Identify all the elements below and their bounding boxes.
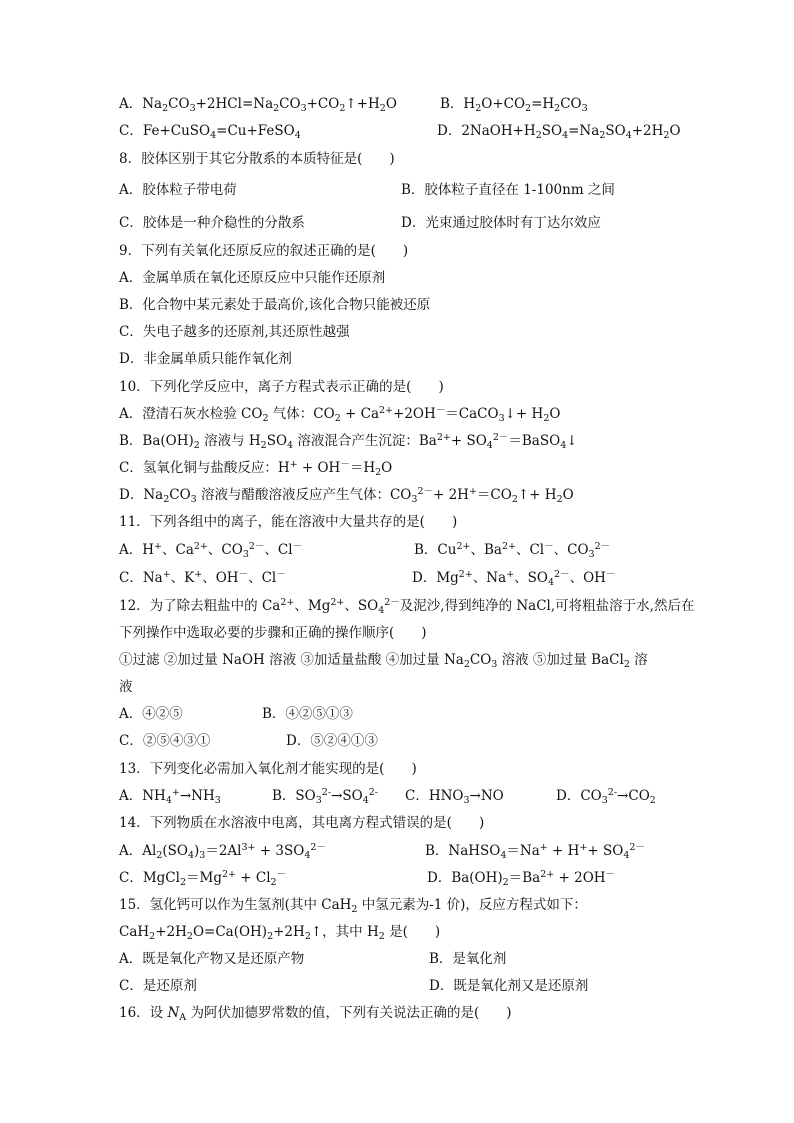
q10-option-c: C．氢氧化铜与盐酸反应：$H^+ + OH^-=H_2O$ xyxy=(119,459,393,478)
q13-stem: 13．下列变化必需加入氧化剂才能实现的是( ) xyxy=(119,761,417,777)
q14-option-d: D．$Ba(OH)_2=Ba^{2+} + 2OH^-$ xyxy=(427,869,616,888)
q13-option-a: A．$NH_4^+\to NH_3$ xyxy=(119,787,221,806)
q10-option-d: D．$Na_2CO_3$ 溶液与醋酸溶液反应产生气体：$CO_3^{2-}+$ $2H^+=CO_2↑+ H_2O$ xyxy=(119,486,574,505)
q15-stem-line1: 15．氢化钙可以作为生氢剂(其中 CaH$_2$ 中氢元素为-1 价)，反应方程式如下： xyxy=(119,897,587,915)
q14-option-a: A．$Al_2(SO_4)_3=2Al^{3+} + 3SO_4^{2-}$ xyxy=(119,842,326,861)
q11-option-b: B．$Cu^{2+}$、$Ba^{2+}$、Cl－、$CO_3^{2-}$ xyxy=(414,541,611,560)
q14-stem: 14．下列物质在水溶液中电离，其电离方程式错误的是( ) xyxy=(119,815,485,831)
q10-option-b: B．$Ba(OH)_2$ 溶液与 $H_2SO_4$ 溶液混合产生沉淀：$Ba^{2+}+$ $SO_4^{2-}=BaSO_4↓$ xyxy=(119,432,578,451)
q15-option-d: D．既是氧化剂又是还原剂 xyxy=(429,978,589,994)
q8-option-b: B．胶体粒子直径在 1-100nm 之间 xyxy=(401,182,615,198)
q9-option-c: C．失电子越多的还原剂,其还原性越强 xyxy=(119,324,350,340)
q8-stem: 8．胶体区别于其它分散系的本质特征是( ) xyxy=(119,151,395,167)
q12-steps-line2: 液 xyxy=(119,679,133,695)
q13-option-d: D．$CO_3^{2-}\to CO_2$ xyxy=(556,787,656,806)
q13-option-b: B．$SO_3^{2-}\to SO_4^{2-}$ xyxy=(272,787,379,806)
q7-option-a: A．$Na_2CO_3+2HCl=Na_2CO_3+CO_2↑+H_2O$ xyxy=(119,96,397,114)
q15-stem-line2: $CaH_2+2H_2O=Ca(OH)_2+2H_2↑$，其中 $H_2$ 是( ) xyxy=(119,924,441,942)
q7-option-d: D．$2NaOH+H_2SO_4=Na_2SO_4+2H_2O$ xyxy=(437,123,681,141)
q7-option-c: C．Fe+CuSO$_4$=Cu+FeSO$_4$ xyxy=(119,123,301,141)
q11-option-c: C．Na+、K+、OH－、Cl－ xyxy=(119,569,286,586)
q11-stem: 11．下列各组中的离子，能在溶液中大量共存的是( ) xyxy=(119,514,458,530)
q11-option-d: D．$Mg^{2+}$、Na+、$SO_4^{2-}$、OH－ xyxy=(412,569,616,588)
q9-option-a: A．金属单质在氧化还原反应中只能作还原剂 xyxy=(119,270,386,286)
q12-option-b: B．④②⑤①③ xyxy=(262,706,353,722)
q15-option-c: C．是还原剂 xyxy=(119,978,197,994)
q11-option-a: A．H+、$Ca^{2+}$、$CO_3^{2-}$、Cl－ xyxy=(119,541,303,560)
q10-option-a: A．澄清石灰水检验 $CO_2$ 气体：$CO_2$ + $Ca^{2+}+2OH^-=CaCO_3↓+ H_2O$ xyxy=(119,405,561,424)
q13-option-c: C．$HNO_3\to NO$ xyxy=(405,788,504,806)
q8-option-c: C．胶体是一种介稳性的分散系 xyxy=(119,215,305,231)
q8-option-a: A．胶体粒子带电荷 xyxy=(119,182,237,198)
q7-option-b: B．$H_2O+CO_2=H_2CO_3$ xyxy=(440,96,588,114)
q12-option-d: D．⑤②④①③ xyxy=(286,733,378,749)
q12-stem-line1: 12．为了除去粗盐中的 $Ca^{2+}$、$Mg^{2+}$、$SO_4^{2-}$及泥沙,得到纯净的 NaCl,可将粗盐溶于水,然后在 xyxy=(119,597,695,616)
q9-option-b: B．化合物中某元素处于最高价,该化合物只能被还原 xyxy=(119,297,431,313)
q16-stem: 16．设 $N_A$ 为阿伏加德罗常数的值，下列有关说法正确的是( ) xyxy=(119,1005,512,1023)
q9-option-d: D．非金属单质只能作氧化剂 xyxy=(119,351,292,367)
q15-option-a: A．既是氧化产物又是还原产物 xyxy=(119,951,305,967)
q12-option-c: C．②⑤④③① xyxy=(119,733,211,749)
q12-steps-line1: ①过滤 ②加过量 NaOH 溶液 ③加适量盐酸 ④加过量 $Na_2CO_3$ 溶液 ⑤加过量 BaCl$_2$ 溶 xyxy=(119,652,648,670)
q12-option-a: A．④②⑤ xyxy=(119,706,183,722)
q9-stem: 9．下列有关氧化还原反应的叙述正确的是( ) xyxy=(119,243,409,259)
q14-option-b: B．NaHSO$_4$＝Na+ + $H^++ SO_4^{2-}$ xyxy=(425,842,645,861)
q12-stem-line2: 下列操作中选取必要的步骤和正确的操作顺序( ) xyxy=(119,625,427,641)
q14-option-c: C．$MgCl_2=Mg^{2+} + Cl_2^-$ xyxy=(119,869,287,888)
q10-stem: 10．下列化学反应中，离子方程式表示正确的是( ) xyxy=(119,379,444,395)
q8-option-d: D．光束通过胶体时有丁达尔效应 xyxy=(401,215,601,231)
q15-option-b: B．是氧化剂 xyxy=(429,951,507,967)
